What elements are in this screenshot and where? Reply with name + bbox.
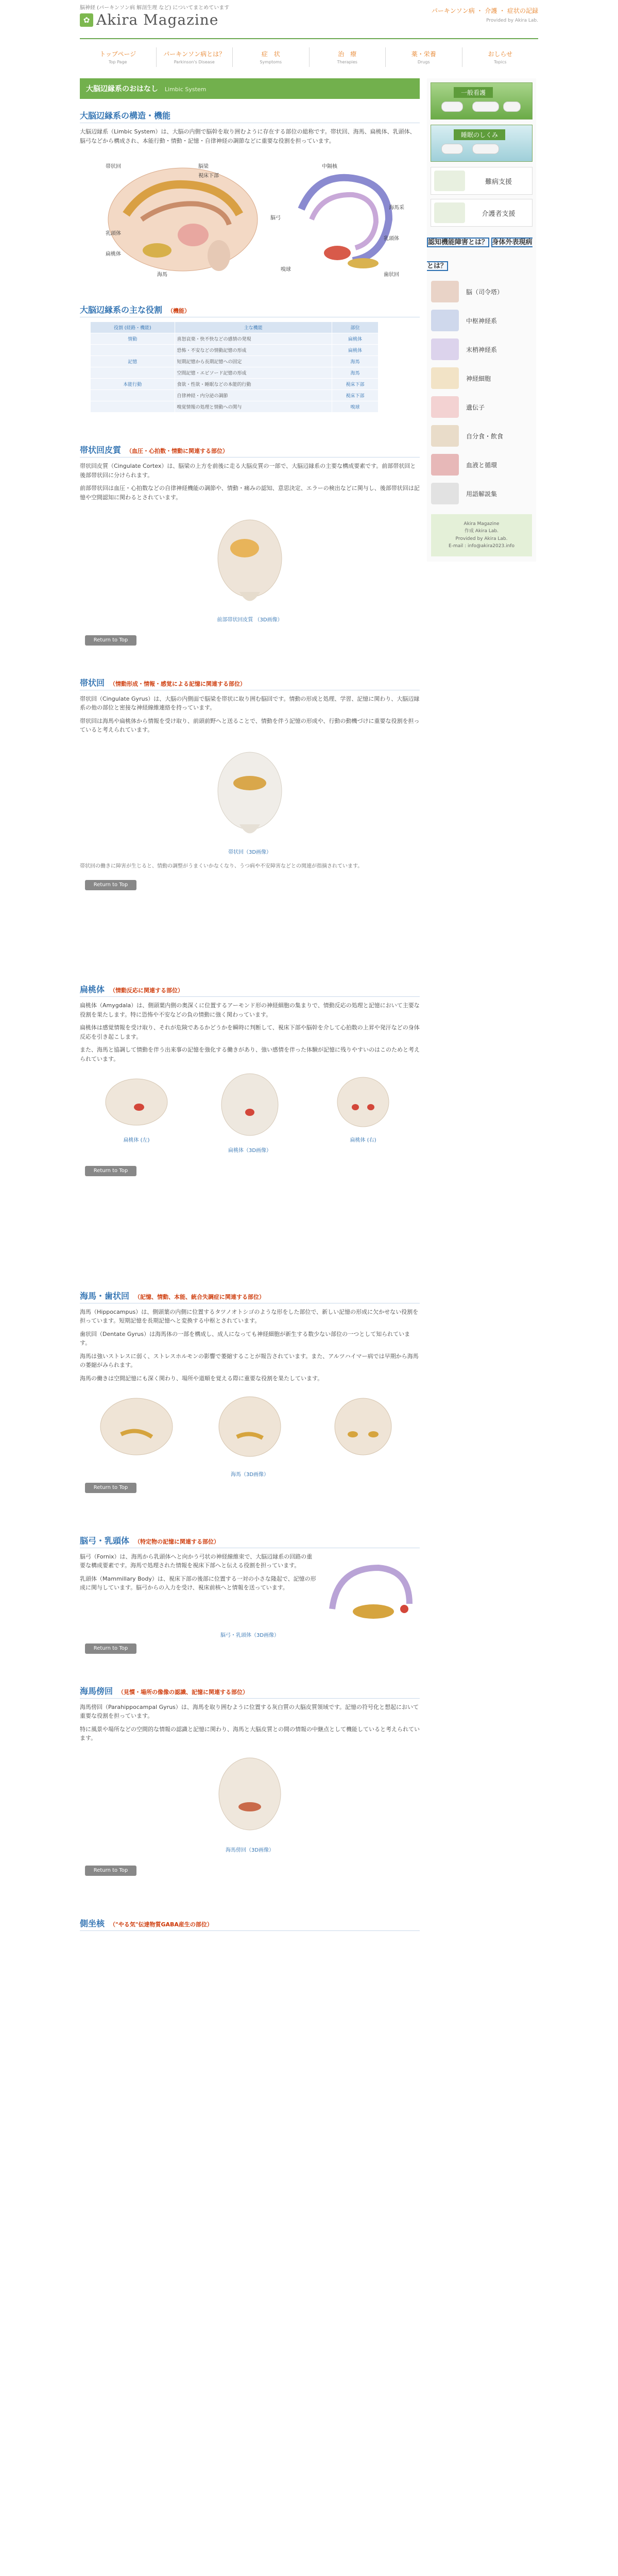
- header-right: [432, 6, 538, 23]
- footer-line: Akira Magazine: [464, 521, 500, 527]
- figure-item: [327, 1071, 399, 1154]
- table-cell: 喜怒哀楽・快不快などの感情の発現: [175, 333, 332, 345]
- brain-3d-image: [209, 510, 291, 613]
- nav-label: パーキンソン病とは？: [163, 50, 226, 58]
- section-heading-text: 海馬傍回: [80, 1686, 113, 1696]
- brain-icon: [431, 281, 459, 302]
- brain-3d-image: [214, 1071, 286, 1143]
- table-header: 役割 (経路・機能): [91, 322, 175, 333]
- nav-item-parkinson[interactable]: [157, 47, 233, 67]
- section-heading: [80, 1917, 420, 1931]
- sidebar-button-cognitive[interactable]: 認知機能障害とは？: [428, 239, 489, 246]
- return-to-top-button[interactable]: Return to Top: [85, 880, 136, 890]
- table-cell: 食欲・性欲・睡眠などの本能的行動: [175, 379, 332, 390]
- header-right-title: パーキンソン病 ・ 介護 ・ 症状の記録: [431, 7, 538, 14]
- function-heading-text: 大脳辺縁系の主な役割: [80, 305, 163, 315]
- category-label: 自分食・飲食: [466, 432, 504, 440]
- fig-label: 脳梁: [198, 164, 209, 170]
- nav-item-drugs[interactable]: [386, 47, 462, 67]
- category-brain[interactable]: [431, 278, 532, 305]
- section-figure-row: [80, 1391, 420, 1463]
- table-row: [91, 379, 379, 390]
- figure-caption: 前部帯状回皮質 （3D画像）: [217, 617, 283, 623]
- section-cingulate-cortex: [80, 444, 420, 655]
- main-content: [80, 78, 420, 1935]
- fig-label: 海馬采: [389, 205, 404, 211]
- section-paragraph: 帯状回（Cingulate Gyrus）は、大脳の内側面で脳梁を帯状に取り囲む脳回です。情動の形成と処理、学習、記憶に関わり、大脳辺縁系の他の部位と密接な神経線維連絡を持っています。: [80, 695, 420, 711]
- nav-sublabel: Drugs: [417, 60, 430, 64]
- fig-label: 扁桃体: [106, 251, 121, 258]
- hippocampus-3d-shape: [348, 258, 379, 268]
- limbic-diagram-svg: [95, 152, 404, 292]
- section-fornix: [80, 1534, 420, 1664]
- section-paragraph: 帯状回は海馬や扁桃体から情報を受け取り、前頭前野へと送ることで、情動を伴う記憶の形成や、行動の動機づけに重要な役割を担っていると考えられています。: [80, 717, 420, 734]
- category-cns[interactable]: [431, 307, 532, 334]
- brain-3d-image: [327, 1071, 399, 1133]
- section-cingulate-gyrus: [80, 676, 420, 901]
- section-paragraph: 乳頭体（Mammillary Body）は、視床下部の後部に位置する一対の小さな隆起で、記憶の形成に関与しています。脳弓からの入力を受け、視床前核へと情報を送っています。: [80, 1575, 316, 1591]
- category-label: 脳（司令塔）: [466, 288, 504, 296]
- section-heading: [80, 983, 420, 997]
- category-label: 用語解説集: [466, 490, 497, 498]
- site-tagline: 脳神経 (パーキンソン病 解剖生理 など) についてまとめています: [80, 5, 230, 11]
- brain-3d-image: [95, 1391, 178, 1463]
- table-cell: 空間記憶・エピソード記憶の形成: [175, 367, 332, 379]
- section-paragraph: 歯状回（Dentate Gyrus）は海馬体の一部を構成し、成人になっても神経細胞が新生する数少ない部位の一つとして知られています。: [80, 1330, 410, 1347]
- table-cell: 扁桃体: [332, 333, 379, 345]
- header-right-sub: Provided by Akira Lab.: [486, 18, 538, 23]
- section-heading-note: （"やる気"伝達物質GABA産生の部位）: [110, 1921, 213, 1928]
- fig-label: 嗅球: [281, 267, 291, 273]
- section-heading-note: （血圧・心拍数・情動に関連する部位）: [126, 448, 229, 455]
- section-paragraph: 海馬（Hippocampus）は、側頭葉の内側に位置するタツノオトシゴのような形をした部位で、新しい記憶の形成に欠かせない役割を担っています。短期記憶を長期記憶へと変換する中枢とされています。: [80, 1308, 419, 1325]
- category-blood[interactable]: [431, 451, 532, 478]
- figure-item: [100, 1071, 173, 1154]
- pill-icon: [472, 144, 499, 154]
- table-header: 主な機能: [175, 322, 332, 333]
- section-heading-text: 扁桃体: [80, 984, 105, 994]
- nav-item-therapies[interactable]: [310, 47, 386, 67]
- sidebar: [427, 78, 536, 562]
- table-cell: 海馬: [332, 367, 379, 379]
- figure-caption: 脳弓・乳頭体（3D画像）: [220, 1632, 280, 1638]
- fig-label: 帯状回: [106, 164, 121, 170]
- nav-label: トップページ: [99, 50, 136, 58]
- amygdala-3d-shape: [324, 246, 351, 260]
- return-to-top-button[interactable]: Return to Top: [85, 1643, 136, 1654]
- fig-label: 視床下部: [198, 173, 219, 179]
- section-paragraph: 海馬は強いストレスに弱く、ストレスホルモンの影響で萎縮することが報告されています。また、アルツハイマー病では早期から海馬の萎縮がみられます。: [80, 1352, 419, 1369]
- pns-icon: [431, 338, 459, 360]
- footer-line: 作成 Akira Lab.: [465, 529, 499, 534]
- section-heading-note: （見慣・場所の像像の認識、記憶に関連する部位）: [118, 1688, 249, 1696]
- section-heading: [80, 1534, 420, 1548]
- section-body: [80, 1552, 420, 1630]
- sidebar-link-label: 難病支援: [485, 178, 512, 186]
- table-cell: 嗅球: [332, 401, 379, 413]
- nav-item-symptoms[interactable]: [233, 47, 310, 67]
- fig-label: 海馬: [157, 272, 167, 278]
- figure-item: [214, 1071, 286, 1154]
- figure-caption: 帯状回（3D画像）: [228, 849, 272, 855]
- section-paragraph: 扁桃体（Amygdala）は、側頭葉内側の奥深くに位置するアーモンド形の神経細胞の集まりで、情動反応の処理と記憶において主要な役割を果たします。特に恐怖や不安などの負の情動に強く関わっています。: [80, 1002, 420, 1018]
- nav-label: 症 状: [261, 50, 280, 58]
- fig-label: 乳頭体: [384, 236, 399, 242]
- nav-label: おしらせ: [488, 50, 513, 58]
- return-to-top-button[interactable]: Return to Top: [85, 1866, 136, 1876]
- section-paragraph: 特に風景や場所などの空間的な情報の認識と記憶に関わり、海馬と大脳皮質との間の情報の中継点として機能していると考えられています。: [80, 1725, 420, 1742]
- main-nav: [80, 47, 538, 67]
- sidebar-footer: [431, 514, 532, 556]
- function-table: [90, 321, 379, 413]
- nav-sublabel: Top Page: [109, 60, 127, 64]
- fig-label: 歯状回: [384, 272, 399, 278]
- nav-sublabel: Topics: [494, 60, 507, 64]
- nav-sublabel: Parkinson's Disease: [174, 60, 215, 64]
- table-cell: [91, 345, 175, 356]
- site-title[interactable]: Akira Magazine: [96, 11, 219, 28]
- section-heading-note: （記憶、情動、本能、統合失調症に関連する部位）: [134, 1293, 265, 1300]
- footer-line: Provided by Akira Lab.: [455, 536, 508, 541]
- table-header: 部位: [332, 322, 379, 333]
- table-cell: 視床下部: [332, 379, 379, 390]
- pill-icon: [472, 101, 499, 112]
- hypothalamus-shape: [178, 224, 209, 246]
- content-title: [80, 78, 420, 99]
- table-row: [91, 333, 379, 345]
- category-label: 中枢神経系: [466, 317, 497, 325]
- table-cell: 扁桃体: [332, 345, 379, 356]
- return-to-top-button[interactable]: Return to Top: [85, 635, 136, 646]
- return-to-top-button[interactable]: Return to Top: [85, 1483, 136, 1493]
- brain-3d-image: [209, 1391, 291, 1463]
- section-heading: [80, 1290, 420, 1303]
- pill-icon: [441, 144, 463, 154]
- section-heading-text: 帯状回皮質: [80, 445, 122, 455]
- section-figure-row: [80, 1071, 420, 1154]
- section-heading-note: （特定物の記憶に関連する部位）: [134, 1538, 220, 1545]
- sidebar-link-caregiver[interactable]: [431, 199, 533, 227]
- table-cell: [91, 367, 175, 379]
- table-row: [91, 401, 379, 413]
- neuron-icon: [431, 367, 459, 389]
- table-row: [91, 390, 379, 401]
- category-label: 末梢神経系: [466, 346, 497, 353]
- limbic-diagram: [80, 152, 420, 293]
- category-neuron[interactable]: [431, 365, 532, 392]
- sidebar-link-intractable[interactable]: [431, 167, 533, 195]
- nav-item-topics[interactable]: [462, 47, 539, 67]
- category-label: 神経細胞: [466, 375, 491, 382]
- table-cell: 自律神経・内分泌の調節: [175, 390, 332, 401]
- section-heading: [80, 444, 420, 457]
- blood-icon: [431, 454, 459, 476]
- section-hippocampus: [80, 1290, 420, 1503]
- brainstem-shape: [208, 240, 230, 271]
- table-row: [91, 345, 379, 356]
- category-label: 遺伝子: [466, 403, 485, 411]
- section-amygdala: [80, 983, 420, 1187]
- figure-caption: 扁桃体（3D画像）: [228, 1147, 272, 1154]
- intro-section: [80, 109, 420, 293]
- section-figure: [80, 742, 420, 855]
- dna-icon: [431, 396, 459, 418]
- table-cell: 海馬: [332, 356, 379, 367]
- intro-heading: 大脳辺縁系の構造・機能: [80, 109, 420, 123]
- section-heading-text: 脳弓・乳頭体: [80, 1535, 130, 1546]
- pill-icon: [441, 101, 463, 112]
- return-to-top-button[interactable]: Return to Top: [85, 1166, 136, 1176]
- nav-label: 治 療: [338, 50, 357, 58]
- section-parahippocampal: [80, 1685, 420, 1886]
- table-row: [91, 356, 379, 367]
- section-heading-note: （情動反応に関連する部位）: [110, 987, 184, 994]
- section-paragraph: 前部帯状回は血圧・心拍数などの自律神経機能の調節や、情動・痛みの認知、意思決定、エラーの検出などに関与し、後部帯状回は記憶や空間認知に関わるとされています。: [80, 485, 420, 501]
- section-nucleus-accumbens: [80, 1917, 420, 1931]
- table-cell: 視床下部: [332, 390, 379, 401]
- sidebar-button-somatic[interactable]: 身体外表現病とは？: [427, 239, 533, 270]
- section-heading-text: 側坐核: [80, 1919, 105, 1929]
- site-logo-icon[interactable]: ✿: [80, 13, 93, 27]
- table-cell: [91, 390, 175, 401]
- function-heading: [80, 303, 420, 317]
- fornix-diagram: [317, 1552, 420, 1630]
- glossary-icon: [431, 483, 459, 504]
- section-paragraph: 海馬の働きは空間記憶にも深く関わり、場所や道順を覚える際に重要な役割を果たしています。: [80, 1375, 323, 1382]
- table-cell: 本能行動: [91, 379, 175, 390]
- sidebar-banner-nursing[interactable]: [431, 82, 533, 120]
- food-icon: [431, 425, 459, 447]
- table-cell: [91, 401, 175, 413]
- sidebar-banner-sleep[interactable]: [431, 125, 533, 162]
- table-cell: 恐怖・不安などの情動記憶の形成: [175, 345, 332, 356]
- section-paragraph: 扁桃体は感覚情報を受け取り、それが危険であるかどうかを瞬時に判断して、視床下部や脳幹を介して心拍数の上昇や発汗などの身体反応を引き起こします。: [80, 1024, 420, 1040]
- section-heading-text: 海馬・歯状回: [80, 1291, 130, 1301]
- table-cell: 記憶: [91, 356, 175, 367]
- nav-label: 薬・栄養: [411, 50, 436, 58]
- hippocampus-shape: [143, 243, 171, 258]
- brain-3d-image: [209, 742, 291, 845]
- content-title-main: 大脳辺縁系のおはなし: [86, 85, 158, 93]
- sidebar-link-label: 介護者支援: [482, 210, 516, 218]
- nav-sublabel: Symptoms: [260, 60, 282, 64]
- content-title-sub: Limbic System: [164, 86, 207, 93]
- figure-caption: 扁桃体 (右): [350, 1137, 376, 1143]
- category-pns[interactable]: [431, 336, 532, 363]
- section-figure: [80, 1750, 420, 1853]
- section-heading: [80, 1685, 420, 1699]
- support-icon: [434, 171, 465, 191]
- category-label: 血液と循環: [466, 461, 497, 469]
- table-cell: 短期記憶から長期記憶への固定: [175, 356, 332, 367]
- category-glossary[interactable]: [431, 480, 532, 507]
- category-food[interactable]: [431, 422, 532, 449]
- banner-label: 睡眠のしくみ: [454, 129, 505, 140]
- section-paragraph: 帯状回皮質（Cingulate Cortex）は、脳梁の上方を前後に走る大脳皮質の一部で、大脳辺縁系の主要な構成要素です。前部帯状回と後部帯状回に分けられます。: [80, 463, 416, 479]
- fig-label: 脳弓: [270, 215, 281, 222]
- section-figure: [80, 510, 420, 623]
- nav-sublabel: Therapies: [337, 60, 357, 64]
- banner-label: 一般看護: [454, 87, 493, 98]
- pill-icon: [503, 101, 521, 112]
- table-header-row: [91, 322, 379, 333]
- section-heading-text: 帯状回: [80, 677, 105, 688]
- section-paragraph: 脳弓（Fornix）は、海馬から乳頭体へと向かう弓状の神経線維束で、大脳辺縁系の回路の重要な構成要素です。海馬で処理された情報を視床下部へと伝える役割を担っています。: [80, 1553, 313, 1569]
- function-heading-note: （機能）: [167, 308, 191, 315]
- figure-caption: 海馬（3D画像）: [230, 1471, 269, 1478]
- table-row: [91, 367, 379, 379]
- fig-label: 中隔核: [322, 164, 337, 170]
- footer-email[interactable]: E-mail : info@akira2023.info: [449, 544, 514, 549]
- section-heading: [80, 676, 420, 690]
- section-paragraph: 海馬傍回（Parahippocampal Gyrus）は、海馬を取り囲むように位置する灰白質の大脳皮質領域です。記憶の符号化と想起において重要な役割を担っています。: [80, 1703, 419, 1720]
- category-gene[interactable]: [431, 394, 532, 420]
- fig-label: 乳頭体: [106, 231, 121, 237]
- site-header: [80, 0, 538, 39]
- section-text-column: [80, 1552, 317, 1630]
- table-cell: 嗅覚情報の処理と情動への関与: [175, 401, 332, 413]
- figure-caption: 扁桃体 (左): [123, 1137, 150, 1143]
- fornix-3d-arc: [312, 195, 376, 248]
- section-paragraph: また、海馬と協調して情動を伴う出来事の記憶を強化する働きがあり、強い感情を伴った体験が記憶に残りやすいのはこのためと考えられています。: [80, 1046, 420, 1062]
- brain-3d-image: [209, 1750, 291, 1843]
- intro-text: 大脳辺縁系（Limbic System）は、大脳の内側で脳幹を取り囲むように存在する部位の総称です。帯状回、海馬、扁桃体、乳頭体、脳弓などから構成され、本能行動・情動・記憶・自律神経の調節などに重要な役割を担っています。: [80, 128, 416, 144]
- table-cell: 情動: [91, 333, 175, 345]
- caregiver-icon: [434, 202, 465, 223]
- cns-icon: [431, 310, 459, 331]
- brain-3d-image: [100, 1071, 173, 1133]
- figure-caption: 海馬傍回（3D画像）: [225, 1848, 274, 1854]
- brain-3d-image: [322, 1391, 404, 1463]
- function-section: [80, 303, 420, 413]
- section-heading-note: （情動形成・情報・感覚による記憶に関連する部位）: [110, 680, 246, 687]
- nav-item-top[interactable]: [80, 47, 157, 67]
- section-paragraph: 帯状回の働きに障害が生じると、情動の調整がうまくいかなくなり、うつ病や不安障害などとの関連が指摘されています。: [80, 863, 363, 869]
